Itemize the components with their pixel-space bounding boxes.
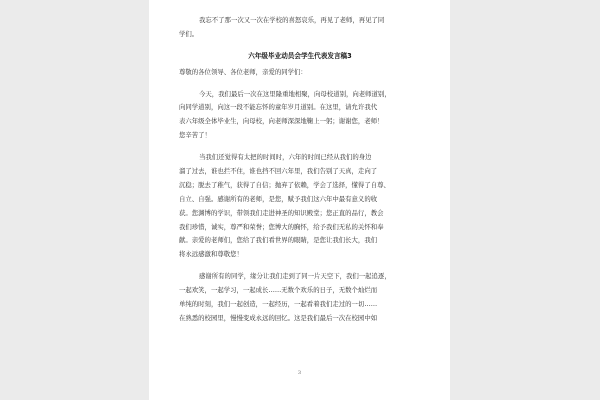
paragraph-gap bbox=[179, 80, 421, 88]
text-line: 单纯的时刻，我们一起创造，一起经历，一起看着我们走过的一切…… bbox=[179, 300, 378, 309]
text-line: 您辛苦了！ bbox=[179, 131, 211, 140]
text-line: 表六年级全体毕业生，向母校，向老师深深地鞠上一躬；谢谢您，老师！ bbox=[179, 117, 384, 126]
text-line: 向同学道别，向这一段不能忘怀的童年岁月道别。在这里，请允许我代 bbox=[179, 103, 378, 112]
text-line: 沉稳；脱去了稚气，获得了自信；抛弃了依赖，学会了选择，懂得了自尊、 bbox=[179, 180, 390, 189]
text-line: 献。亲爱的老师们，您给了我们看世界的眼睛，是您让我们长大，我们 bbox=[179, 236, 378, 245]
text-line: 我忘不了那一次又一次在学校的喜怒哀乐，再见了老师，再见了同 bbox=[199, 16, 385, 24]
document-content bbox=[179, 14, 421, 326]
salutation: 尊敬的各位领导、各位老师，亲爱的同学们： bbox=[179, 67, 307, 76]
text-line: 感谢所有的同学，缘分让我们走到了同一片天空下，我们一起追逐， bbox=[199, 272, 391, 281]
text-line: 将永远感激和尊敬您！ bbox=[179, 250, 243, 259]
text-line: 当我们还觉得有太把的时间时，六年的时间已经从我们的身边 bbox=[199, 153, 372, 162]
text-line: 今天，我们最后一次在这里隆重地相聚，向母校道别，向老师道别， bbox=[199, 89, 391, 98]
text-line: 在熟悉的校园里，慢慢变成永远的回忆。这是我们最后一次在校园中如 bbox=[179, 313, 378, 322]
text-line: 获。您渊博的学识，带领我们走进神圣的知识殿堂；您正直的品行，教会 bbox=[179, 208, 384, 217]
page-number: 3 bbox=[297, 370, 302, 376]
paragraph-gap bbox=[179, 143, 421, 151]
section-heading: 六年级毕业动员会学生代表发言稿3 bbox=[248, 51, 352, 60]
text-line: 自立、自强。感谢所有的老师，是您，赋予我们这六年中最有意义的收 bbox=[179, 194, 378, 203]
text-line: 学们。 bbox=[179, 29, 199, 38]
text-line: 溜了过去，谁也拦不住，谁也挡不回六年里，我们告别了天真，走向了 bbox=[179, 167, 378, 176]
paragraph-gap bbox=[179, 262, 421, 270]
text-line: 一起欢笑，一起学习，一起成长……无数个欢乐的日子，无数个灿烂而 bbox=[179, 286, 378, 295]
text-line: 我们珍惜，诚实，尊严和荣誉；您博大的胸怀，给予我们无私的关怀和奉 bbox=[179, 222, 384, 231]
document-page bbox=[149, 0, 450, 400]
